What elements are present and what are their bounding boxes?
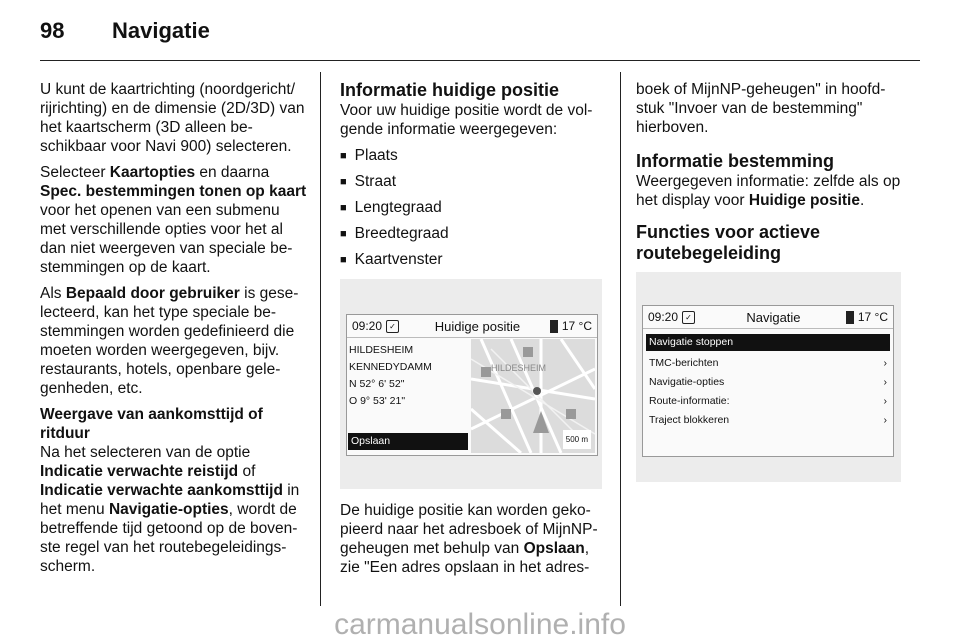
column-3 [636,80,906,482]
bold-text: Huidige positie [748,192,860,209]
menu-item-route-informatie[interactable] [646,392,890,411]
paragraph: Voor uw huidige positie wordt de vol- gende informatie weergegeven: [340,102,593,138]
text: Als [40,285,66,302]
clock-icon: ✓ [386,320,399,333]
bullet-list [340,146,605,271]
section-heading: Functies voor actieve routebegeleiding [636,222,821,263]
chevron-right-icon: › [883,414,887,426]
chevron-right-icon: › [883,357,887,369]
column-1 [40,80,308,583]
watermark: carmanualsonline.info [334,608,626,641]
thermometer-icon [846,311,854,324]
display-screen [642,305,894,457]
list-item: ■ Straat [340,172,605,193]
screen-title: Huidige positie [434,318,521,334]
page-title: Navigatie [112,18,210,43]
text: . [859,192,865,209]
list-item: ■ Plaats [340,146,605,167]
menu-item-navigatie-opties[interactable] [646,373,890,392]
bold-text: Spec. bestemmingen tonen op kaart [40,183,307,200]
text: , zie "Een adres opslaan in het adres- [340,540,590,576]
list-item: ■ Lengtegraad [340,198,605,219]
status-bar [347,315,597,338]
menu-item-label: Navigatie-opties [649,376,725,388]
position-info [349,342,467,410]
paragraph [636,172,906,210]
screen-title: Navigatie [746,309,801,325]
temperature-text: 17 °C [561,318,592,333]
column-divider-2 [620,72,621,606]
position-screenshot [340,279,602,489]
bold-text: Navigatie-opties [108,501,229,518]
bold-text: Indicatie verwachte aankomsttijd [40,482,283,499]
save-button[interactable]: Opslaan [348,433,468,450]
column-divider-1 [320,72,321,606]
bold-text: Opslaan [523,540,585,557]
chevron-right-icon: › [883,395,887,407]
navigation-screenshot [636,272,901,482]
text: Selecteer [40,164,110,181]
menu-item-label: Traject blokkeren [649,414,730,426]
info-line: O 9° 53' 21" [349,395,406,407]
paragraph: boek of MijnNP-geheugen" in hoofd- stuk "Invoer van de bestemming" hierboven. [636,81,886,136]
display-screen [346,314,598,456]
menu-item-tmc-berichten[interactable] [646,354,890,373]
text: Na het selecteren van de optie [40,444,251,461]
paragraph [340,501,605,577]
section-heading: Informatie huidige positie [340,80,560,100]
page-number: 98 [40,18,65,43]
clock-text: 09:20 [648,309,679,324]
status-bar [643,306,893,329]
text: en daarna [195,164,270,181]
bold-text: Indicatie verwachte reistijd [40,463,239,480]
menu-item-label: Route-informatie: [649,395,730,407]
menu-item-navigatie-stoppen[interactable]: Navigatie stoppen [646,334,890,351]
bold-text: Kaartopties [109,164,196,181]
bold-text: Bepaald door gebruiker [65,285,240,302]
column-2 [340,80,605,584]
thermometer-icon [550,320,558,333]
text: of [238,463,256,480]
map-city-label: HILDESHEIM [491,363,547,373]
text: , wordt de betreffende tijd getoond op de boven- ste regel van het routebegeleidings- scherm. [40,501,298,575]
list-item: ■ Breedtegraad [340,224,605,245]
paragraph: U kunt de kaartrichting (noordgericht/ rijrichting) en de dimensie (2D/3D) van het kaartscherm (3D alleen be- schikbaar voor Navi 900) selecteren. [40,81,305,155]
clock-icon: ✓ [682,311,695,324]
map-scale: 500 m [563,430,591,449]
info-line: N 52° 6' 52" [349,378,405,390]
clock-text: 09:20 [352,318,383,333]
paragraph [40,443,308,576]
text: is gese- lecteerd, kan het type speciale be- stemmingen worden gedefinieerd die moeten worden weergegeven, bijv. restaurants, hotels, openbare gele- genheden, etc. [40,285,299,397]
text: in het menu [40,482,300,518]
chevron-right-icon: › [883,376,887,388]
page-header [40,18,210,44]
section-heading: Informatie bestemming [636,151,835,171]
text: De huidige positie kan worden geko- pieerd naar het adresboek of MijnNP- geheugen met behulp van [340,502,598,557]
menu-item-label: TMC-berichten [649,357,719,369]
text: Weergegeven informatie: zelfde als op het display voor [636,173,901,209]
text: voor het openen van een submenu met verschillende opties voor het al dan niet weergeven van speciale be- stemmingen op de kaart. [40,202,293,276]
temperature-text: 17 °C [857,309,888,324]
list-item: ■ Kaartvenster [340,250,605,271]
paragraph [40,163,308,277]
info-line: HILDESHEIM [349,344,414,356]
menu-item-traject-blokkeren[interactable] [646,411,890,430]
section-heading: Weergave van aankomsttijd of ritduur [40,406,263,442]
nav-menu [646,334,890,430]
info-line: KENNEDYDAMM [349,361,432,373]
paragraph [40,284,308,398]
header-rule [40,60,920,61]
map-view[interactable] [471,339,595,453]
